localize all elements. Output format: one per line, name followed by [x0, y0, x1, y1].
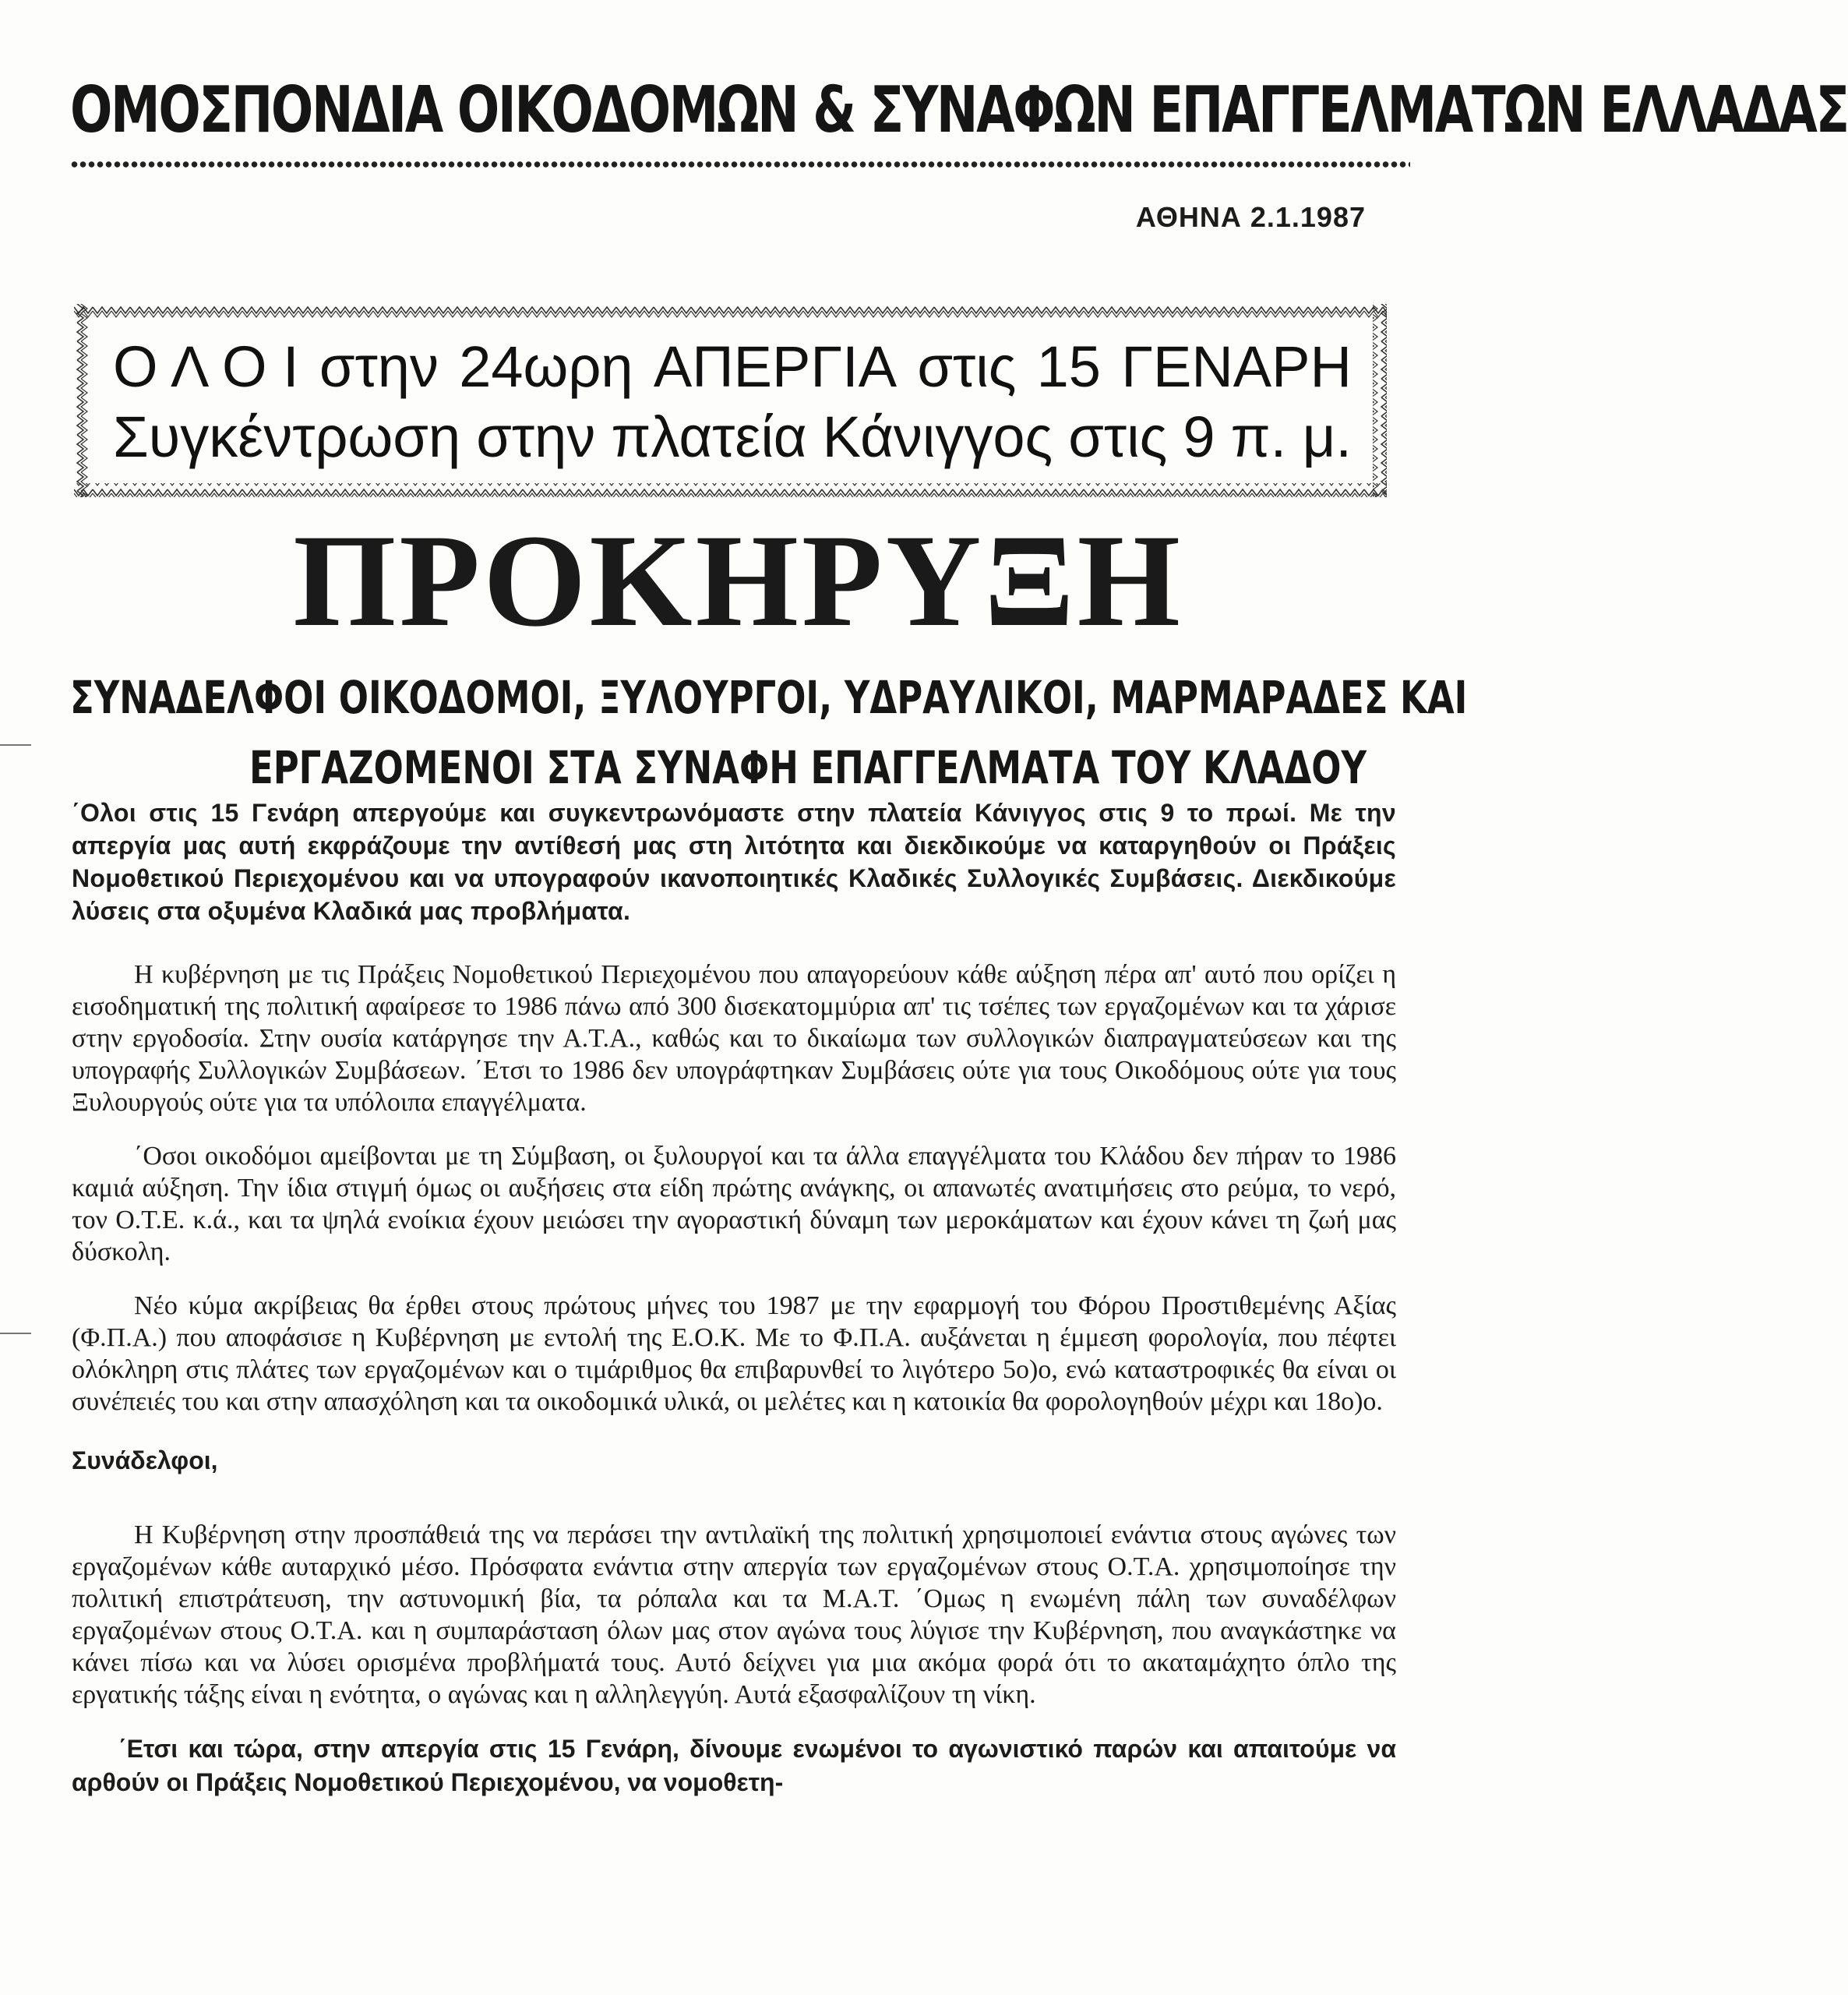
lead-paragraph: ΄Ολοι στις 15 Γενάρη απεργούμε και συγκεντρωνόμαστε στην πλατεία Κάνιγγος στις 9 το πρωί. Με την απεργία μας αυτή εκφράζουμε την αντίθεσή μας στη λιτότητα και διεκδικούμε να καταργηθούν οι Πράξεις Νομοθετικού Περιεχομένου και να υπογραφούν ικανοποιητικές Κλαδικές Συλλογικές Συμβάσεις. Διεκδικούμε λύσεις στα οξυμένα Κλαδικά μας προβλήματα. — [72, 799, 1396, 925]
address-line-1: ΣΥΝΑΔΕΛΦΟΙ ΟΙΚΟΔΟΜΟΙ, ΞΥΛΟΥΡΓΟΙ, ΥΔΡΑΥΛΙΚΟΙ, ΜΑΡΜΑΡΑΔΕΣ ΚΑΙ — [70, 671, 1468, 724]
body-paragraph: ΄Οσοι οικοδόμοι αμείβονται με τη Σύμβαση, οι ξυλουργοί και τα άλλα επαγγέλματα του Κλάδου δεν πήραν το 1986 καμιά αύξηση. Την ίδια στιγμή όμως οι αυξήσεις στα είδη πρώτης ανάγκης, οι απανωτές ανατιμήσεις στο ρεύμα, το νερό, τον Ο.Τ.Ε. κ.ά., και τα ψηλά ενοίκια έχουν μειώσει την αγοραστική δύναμη των μεροκάματων και έχουν κάνει τη ζωή μας δύσκολη. — [72, 1142, 1396, 1266]
document-date: ΑΘΗΝΑ 2.1.1987 — [1135, 201, 1366, 233]
banner-word: στην — [319, 334, 439, 399]
banner-word: 9 — [1183, 404, 1215, 469]
banner-line-gathering — [113, 404, 1352, 471]
salutation: Συνάδελφοι, — [72, 1446, 218, 1474]
strike-banner — [74, 304, 1387, 497]
banner-word: π. μ. — [1230, 404, 1352, 469]
banner-word: 15 — [1036, 334, 1101, 399]
banner-word: ΑΠΕΡΓΙΑ — [653, 334, 898, 399]
banner-word: Συγκέντρωση — [113, 404, 461, 469]
banner-word: στην — [476, 404, 596, 469]
banner-word: στις — [1068, 404, 1168, 469]
margin-mark — [0, 1333, 31, 1334]
body-text — [72, 796, 1396, 1799]
body-paragraph: Η κυβέρνηση με τις Πράξεις Νομοθετικού Περιεχομένου που απαγορεύουν κάθε αύξηση πέρα απ' αυτό που ορίζει η εισοδηματική της πολιτική αφαίρεσε το 1986 πάνω από 300 δισεκατομμύρια απ' τις τσέπες των εργαζομένων και τα χάρισε στην εργοδοσία. Στην ουσία κατάργησε την Α.Τ.Α., καθώς και το δικαίωμα των συλλογικών διαπραγματεύσεων και της υπογραφής Συλλογικών Συμβάσεων. ΄Ετσι το 1986 δεν υπογράφτηκαν Συμβάσεις ούτε για τους Οικοδόμους ούτε για τους Ξυλουργούς ούτε για τα υπόλοιπα επαγγέλματα. — [72, 960, 1396, 1117]
body-paragraph: Νέο κύμα ακρίβειας θα έρθει στους πρώτους μήνες του 1987 με την εφαρμογή του Φόρου Προστιθεμένης Αξίας (Φ.Π.Α.) που αποφάσισε η Κυβέρνηση με εντολή της Ε.Ο.Κ. Με το Φ.Π.Α. αυξάνεται η έμμεση φορολογία, που πέφτει ολόκληρη στις πλάτες των εργαζομένων και ο τιμάριθμος θα επιβαρυνθεί το λιγότερο 5ο)ο, ενώ καταστροφικές θα είναι οι συνέπειές του και στην απασχόληση και τα οικοδομικά υλικά, οι μελέτες και η κατοικία θα φορολογηθούν μέχρι και 18ο)ο. — [72, 1291, 1396, 1416]
document-title: ΠΡΟΚΗΡΥΞΗ — [293, 507, 1183, 654]
address-line-2: ΕΡΓΑΖΟΜΕΝΟΙ ΣΤΑ ΣΥΝΑΦΗ ΕΠΑΓΓΕΛΜΑΤΑ ΤΟΥ ΚΛΑΔΟΥ — [249, 741, 1367, 794]
margin-mark — [0, 744, 31, 746]
banner-line-strike — [113, 334, 1352, 401]
banner-word: Κάνιγγος — [822, 404, 1053, 469]
closing-paragraph: ΄Ετσι και τώρα, στην απεργία στις 15 Γενάρη, δίνουμε ενωμένοι το αγωνιστικό παρών και απαιτούμε να αρθούν οι Πράξεις Νομοθετικού Περιεχομένου, να νομοθετη- — [72, 1735, 1396, 1796]
address-heading — [70, 662, 1468, 803]
banner-word: πλατεία — [611, 404, 807, 469]
dotted-divider — [70, 159, 1410, 170]
banner-word: 24ωρη — [459, 334, 633, 399]
banner-word: στις — [917, 334, 1017, 399]
banner-word: ΓΕΝΑΡΗ — [1121, 334, 1352, 399]
organization-header: ΟΜΟΣΠΟΝΔΙΑ ΟΙΚΟΔΟΜΩΝ & ΣΥΝΑΦΩΝ ΕΠΑΓΓΕΛΜΑΤΩΝ ΕΛΛΑΔΑΣ — [70, 73, 1848, 147]
body-paragraph: Η Κυβέρνηση στην προσπάθειά της να περάσει την αντιλαϊκή της πολιτική χρησιμοποιεί ενάντια στους αγώνες των εργαζομένων κάθε αυταρχικό μέσο. Πρόσφατα ενάντια στην απεργία των εργαζομένων στους Ο.Τ.Α. χρησιμοποίησε την πολιτική επιστράτευση, την αστυνομική βία, τα ρόπαλα και τα Μ.Α.Τ. ΄Ομως η ενωμένη πάλη των συναδέλφων εργαζομένων στους Ο.Τ.Α. και η συμπαράσταση όλων μας στον αγώνα τους λύγισε την Κυβέρνηση, που αναγκάστηκε να κάνει πίσω και να λύσει ορισμένα προβλήματά τους. Αυτό δείχνει για μια ακόμα φορά ότι το ακαταμάχητο όπλο της εργατικής τάξης είναι η ενότητα, ο αγώνας και η αλληλεγγύη. Αυτά εξασφαλίζουν τη νίκη. — [72, 1520, 1396, 1709]
banner-word: Ο Λ Ο Ι — [113, 334, 299, 399]
